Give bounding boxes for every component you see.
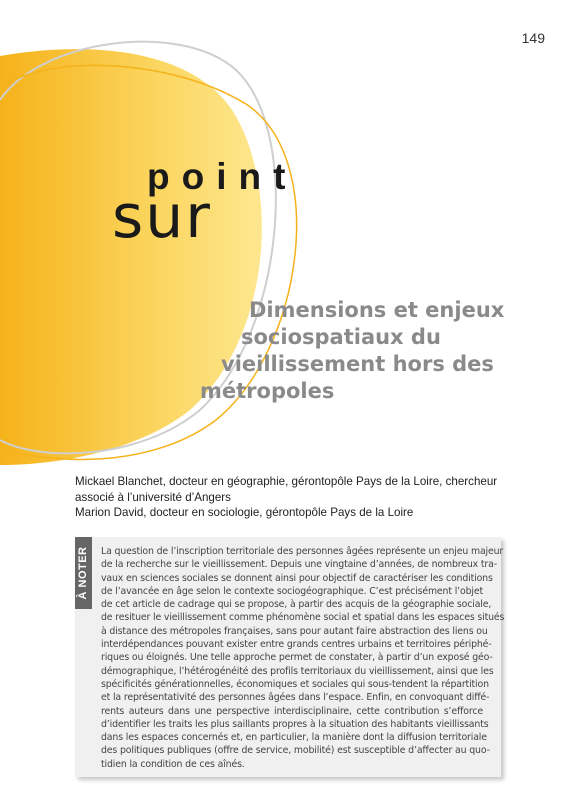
abstract-line: d’identifier les traits les plus saillants propres à la situation des habitants vieillissants bbox=[101, 718, 489, 730]
note-tab-label: À NOTER bbox=[77, 546, 89, 600]
abstract-line: des politiques publiques (offre de service, mobilité) est susceptible d’affecter au quo- bbox=[101, 745, 490, 757]
abstract-line: interdépendances pouvant exister entre grands centres urbains et territoires périphé- bbox=[101, 639, 492, 651]
note-tab bbox=[75, 537, 92, 609]
page-number: 149 bbox=[521, 30, 545, 46]
article-title bbox=[0, 297, 505, 405]
title-line: sociospatiaux du bbox=[241, 325, 441, 349]
abstract-line: et la représentativité des personnes âgées dans l’espace. Enfin, en convoquant diffé- bbox=[101, 692, 490, 704]
abstract-line: à distance des métropoles françaises, sans pour autant faire abstraction des liens ou bbox=[101, 625, 488, 637]
kicker-sur: sur bbox=[112, 182, 212, 252]
title-line: vieillissement hors des bbox=[221, 352, 494, 376]
abstract-line: dans les espaces concernés et, en particulier, la manière dont la diffusion territoriale bbox=[101, 732, 487, 744]
abstract-line: de l’avancée en âge selon le contexte sociogéographique. C’est précisément l’objet bbox=[101, 585, 483, 597]
author-line: Marion David, docteur en sociologie, gérontopôle Pays de la Loire bbox=[75, 506, 414, 519]
kicker-point: point bbox=[147, 156, 298, 197]
abstract-text bbox=[101, 545, 505, 771]
abstract-line: de cet article de cadrage qui se propose, à partir des acquis de la géographie sociale, bbox=[101, 599, 492, 611]
abstract-line: tidien la condition de ces aînés. bbox=[101, 758, 245, 770]
abstract-line: de resituer le vieillissement comme phénomène social et spatial dans les espaces situés bbox=[101, 612, 505, 624]
note-box bbox=[75, 537, 505, 777]
abstract-line: démographique, l’hétérogénéité des profils territoriaux du vieillissement, ainsi que les bbox=[101, 665, 494, 677]
abstract-line: vaux en sciences sociales se donnent ainsi pour objectif de caractériser les conditions bbox=[101, 572, 493, 584]
abstract-line: riques ou éloignés. Une telle approche permet de constater, à partir d’un exposé géo- bbox=[101, 652, 493, 664]
abstract-line: rents auteurs dans une perspective interdisciplinaire, cette contribution s’efforce bbox=[101, 705, 483, 717]
abstract-line: spécificités générationnelles, économiques et sociales qui sous-tendent la répartition bbox=[101, 678, 489, 690]
title-line: métropoles bbox=[200, 379, 335, 403]
abstract-line: La question de l’inscription territoriale des personnes âgées représente un enjeu majeur bbox=[101, 546, 504, 557]
author-list bbox=[75, 474, 515, 521]
title-line: Dimensions et enjeux bbox=[249, 298, 505, 322]
author-line: Mickael Blanchet, docteur en géographie, gérontopôle Pays de la Loire, chercheur associé à l’université d’Angers bbox=[75, 475, 498, 504]
abstract-line: de la recherche sur le vieillissement. Depuis une vingtaine d’années, de nombreux tra- bbox=[101, 559, 497, 571]
